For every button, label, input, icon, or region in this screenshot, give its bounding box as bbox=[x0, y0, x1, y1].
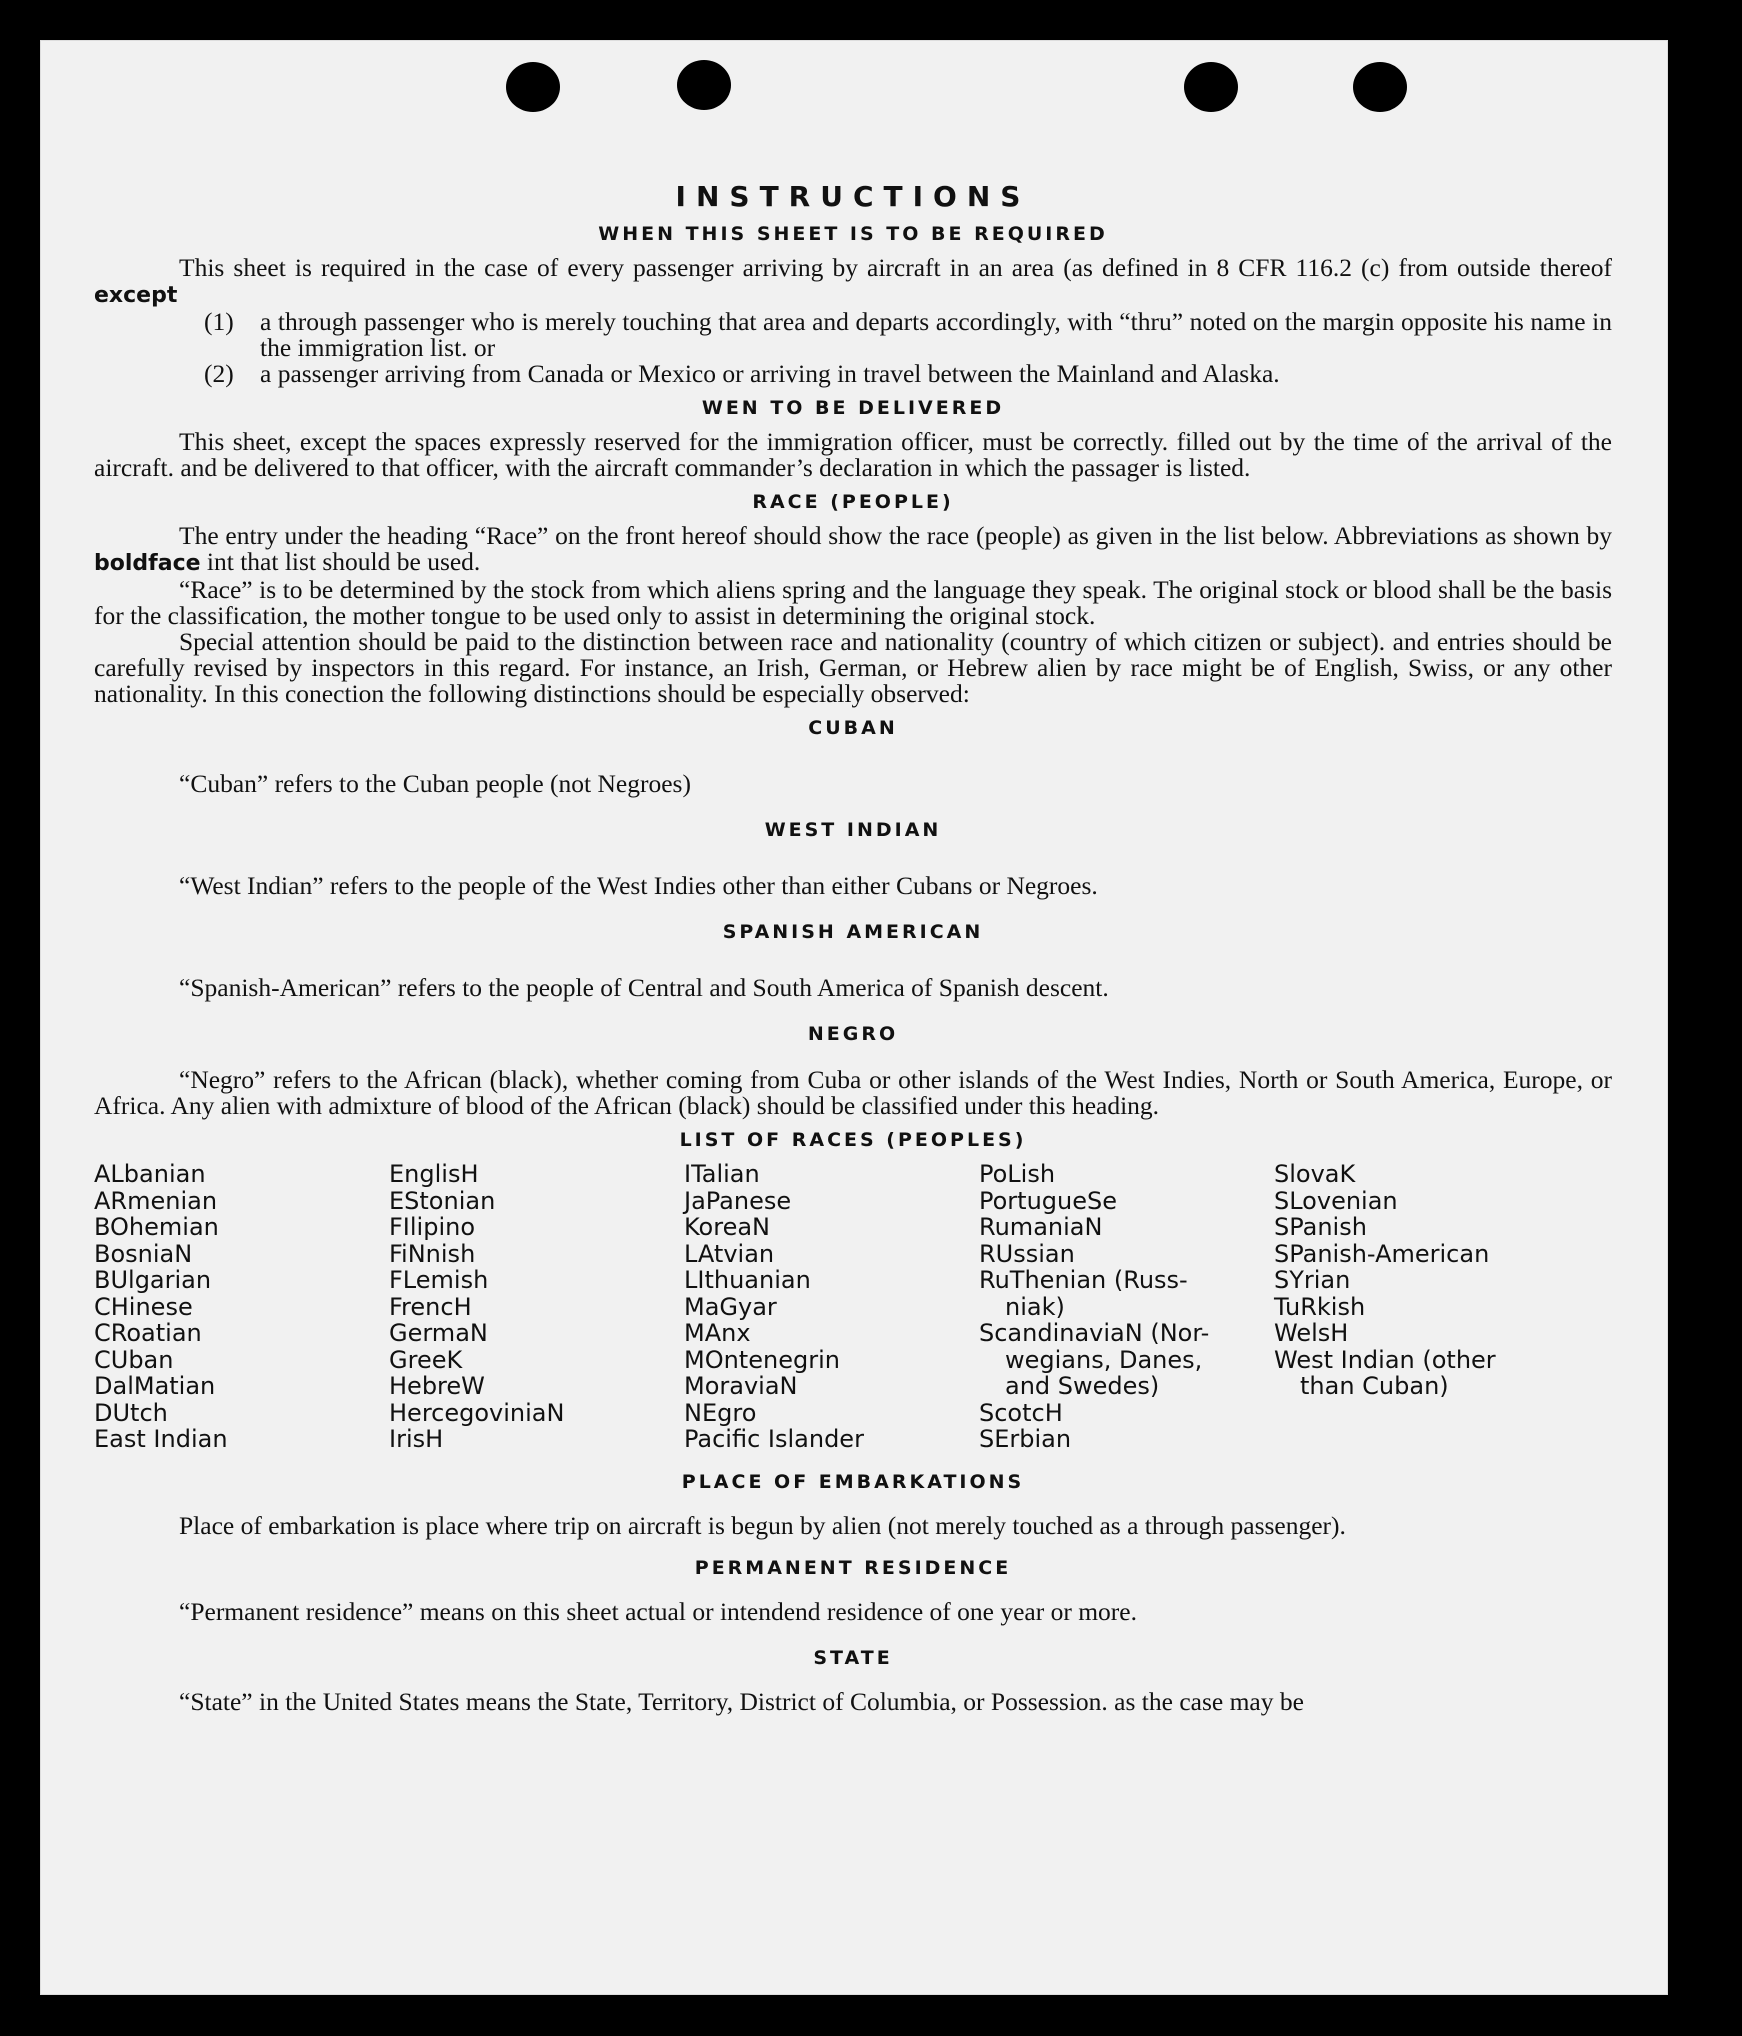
race-entry: HercegoviniaN bbox=[389, 1398, 565, 1427]
race-entry: FLemish bbox=[389, 1266, 489, 1294]
race-entry: RUssian bbox=[979, 1239, 1075, 1268]
race-entry: MOntenegrin bbox=[684, 1345, 840, 1374]
race-entry: TuRkish bbox=[1274, 1292, 1366, 1321]
race-entry: HebreW bbox=[389, 1372, 485, 1400]
spanish-american-paragraph: “Spanish-American” refers to the people of Central and South America of Spanish descent. bbox=[179, 973, 1109, 1002]
race-paragraph-3: Special attention should be paid to the distinction between race and nationality (country of which citizen or subject). and entries should be carefully revised by inspectors in this regard. For instance, an Irish, German, or Hebrew alien by race might be of English, Swiss, or any other nationality. In this conection the following distinctions should be especially observed: bbox=[94, 627, 1612, 708]
race-entry: Pacific Islander bbox=[684, 1425, 864, 1453]
item-number: (1) bbox=[204, 307, 234, 336]
race-paragraph-1 bbox=[94, 523, 1612, 577]
when-required-paragraph bbox=[94, 255, 1612, 309]
race-entry: DalMatian bbox=[94, 1372, 216, 1400]
race-entry: MoraviaN bbox=[684, 1372, 798, 1400]
race-entry: JaPanese bbox=[684, 1186, 792, 1215]
boldface-word: boldface bbox=[94, 551, 201, 576]
race-entry: PoLish bbox=[979, 1160, 1056, 1188]
race-entry: SPanish bbox=[1274, 1213, 1367, 1241]
races-column-3 bbox=[684, 1161, 979, 1453]
race-entry: MaGyar bbox=[684, 1292, 777, 1321]
race-entry: SErbian bbox=[979, 1425, 1072, 1453]
exception-item-2 bbox=[204, 361, 1612, 387]
item-number: (2) bbox=[204, 359, 234, 388]
race-entry: SPanish-American bbox=[1274, 1239, 1490, 1268]
race-entry: SlovaK bbox=[1274, 1160, 1356, 1188]
race-entry: wegians, Danes, bbox=[1005, 1345, 1203, 1374]
section-heading-embarkation: PLACE OF EMBARKATIONS bbox=[681, 1470, 1025, 1493]
race-entry: RuThenian (Russ- bbox=[979, 1266, 1188, 1294]
race-p1-before: The entry under the heading “Race” on the front hereof should show the race (people) as given in the list below. Abbreviations as shown by bbox=[179, 521, 1612, 550]
races-column-2 bbox=[389, 1161, 684, 1453]
race-entry: BOhemian bbox=[94, 1213, 219, 1241]
residence-paragraph: “Permanent residence” means on this sheet actual or intendend residence of one year or more. bbox=[179, 1596, 1137, 1626]
race-entry: West Indian (other bbox=[1274, 1345, 1496, 1374]
page-title: INSTRUCTIONS bbox=[675, 180, 1031, 213]
race-entry: LIthuanian bbox=[684, 1266, 811, 1294]
race-entry: ITalian bbox=[684, 1160, 760, 1188]
race-entry: BosniaN bbox=[94, 1239, 193, 1268]
race-entry: CRoatian bbox=[94, 1319, 202, 1347]
races-column-1 bbox=[94, 1161, 389, 1453]
races-list bbox=[94, 1161, 1612, 1453]
section-heading-cuban: CUBAN bbox=[808, 717, 898, 739]
state-paragraph: “State” in the United States means the State, Territory, District of Columbia, or Possession. as the case may be bbox=[179, 1686, 1304, 1716]
race-entry: LAtvian bbox=[684, 1239, 775, 1268]
delivered-paragraph: This sheet, except the spaces expressly reserved for the immigration officer, must be correctly. filled out by the time of the arrival of the aircraft. and be delivered to that officer, with the aircraft commander’s declaration in which the passager is listed. bbox=[94, 427, 1612, 482]
race-entry: GermaN bbox=[389, 1319, 488, 1347]
punch-hole bbox=[506, 62, 560, 112]
negro-paragraph: “Negro” refers to the African (black), whether coming from Cuba or other islands of the West Indies, North or South America, Europe, or Africa. Any alien with admixture of blood of the African (black) should be classified under this heading. bbox=[94, 1065, 1612, 1120]
west-indian-paragraph: “West Indian” refers to the people of the West Indies other than either Cubans or Negroes. bbox=[179, 871, 1098, 900]
race-paragraph-2: “Race” is to be determined by the stock from which aliens spring and the language they speak. The original stock or blood shall be the basis for the classification, the mother tongue to be used only to assist in determining the original stock. bbox=[94, 575, 1612, 630]
section-heading-when-required: WHEN THIS SHEET IS TO BE REQUIRED bbox=[598, 223, 1108, 245]
race-entry: EnglisH bbox=[389, 1160, 479, 1188]
race-entry: ALbanian bbox=[94, 1160, 206, 1188]
when-required-intro: This sheet is required in the case of every passenger arriving by aircraft in an area (as defined in 8 CFR 116.2 (c) from outside thereof bbox=[179, 253, 1612, 282]
race-entry: MAnx bbox=[684, 1319, 751, 1347]
race-entry: FiNnish bbox=[389, 1239, 476, 1268]
race-entry: NEgro bbox=[684, 1398, 757, 1427]
race-entry: RumaniaN bbox=[979, 1213, 1103, 1241]
section-heading-delivered: WEN TO BE DELIVERED bbox=[701, 397, 1005, 419]
race-entry: BUlgarian bbox=[94, 1266, 212, 1294]
section-heading-residence: PERMANENT RESIDENCE bbox=[694, 1556, 1012, 1579]
race-entry: WelsH bbox=[1274, 1319, 1349, 1347]
race-entry: CUban bbox=[94, 1345, 174, 1374]
punch-hole bbox=[1184, 62, 1238, 112]
race-entry: East Indian bbox=[94, 1425, 228, 1453]
race-entry: ARmenian bbox=[94, 1186, 218, 1215]
race-entry: ScotcH bbox=[979, 1398, 1063, 1427]
race-entry: CHinese bbox=[94, 1292, 193, 1321]
instructions-content bbox=[94, 180, 1612, 1715]
item-text: a through passenger who is merely touching that area and departs accordingly, with “thru” noted on the margin opposite his name in the immigration list. or bbox=[260, 307, 1612, 362]
races-column-4 bbox=[979, 1161, 1274, 1453]
race-entry: SYrian bbox=[1274, 1266, 1351, 1294]
race-entry: niak) bbox=[1005, 1292, 1065, 1321]
race-entry: ScandinaviaN (Nor- bbox=[979, 1319, 1210, 1347]
race-entry: than Cuban) bbox=[1300, 1372, 1449, 1400]
punch-hole bbox=[1353, 62, 1407, 112]
section-heading-negro: NEGRO bbox=[807, 1023, 899, 1045]
item-text: a passenger arriving from Canada or Mexico or arriving in travel between the Mainland and Alaska. bbox=[260, 359, 1280, 388]
race-entry: SLovenian bbox=[1274, 1186, 1398, 1215]
races-column-5 bbox=[1274, 1161, 1569, 1453]
section-heading-state: STATE bbox=[813, 1646, 893, 1669]
race-entry: KoreaN bbox=[684, 1213, 770, 1241]
race-entry: FrencH bbox=[389, 1292, 472, 1321]
document-page bbox=[40, 40, 1668, 1995]
race-entry: PortugueSe bbox=[979, 1186, 1117, 1215]
race-entry: EStonian bbox=[389, 1186, 496, 1215]
punch-hole bbox=[677, 60, 731, 110]
race-entry: IrisH bbox=[389, 1425, 444, 1453]
section-heading-spanish-american: SPANISH AMERICAN bbox=[722, 921, 984, 943]
section-heading-west-indian: WEST INDIAN bbox=[764, 819, 942, 841]
race-entry: DUtch bbox=[94, 1398, 168, 1427]
section-heading-list: LIST OF RACES (PEOPLES) bbox=[679, 1129, 1027, 1151]
exception-item-1 bbox=[204, 309, 1612, 361]
race-p1-after: int that list should be used. bbox=[206, 547, 481, 576]
race-entry: GreeK bbox=[389, 1345, 463, 1374]
race-entry: and Swedes) bbox=[1005, 1372, 1160, 1400]
embarkation-paragraph: Place of embarkation is place where trip on aircraft is begun by alien (not merely touched as a through passenger). bbox=[179, 1510, 1346, 1540]
except-bold: except bbox=[94, 283, 178, 308]
cuban-paragraph: “Cuban” refers to the Cuban people (not Negroes) bbox=[179, 769, 691, 798]
section-heading-race: RACE (PEOPLE) bbox=[752, 491, 954, 513]
race-entry: FIlipino bbox=[389, 1213, 476, 1241]
